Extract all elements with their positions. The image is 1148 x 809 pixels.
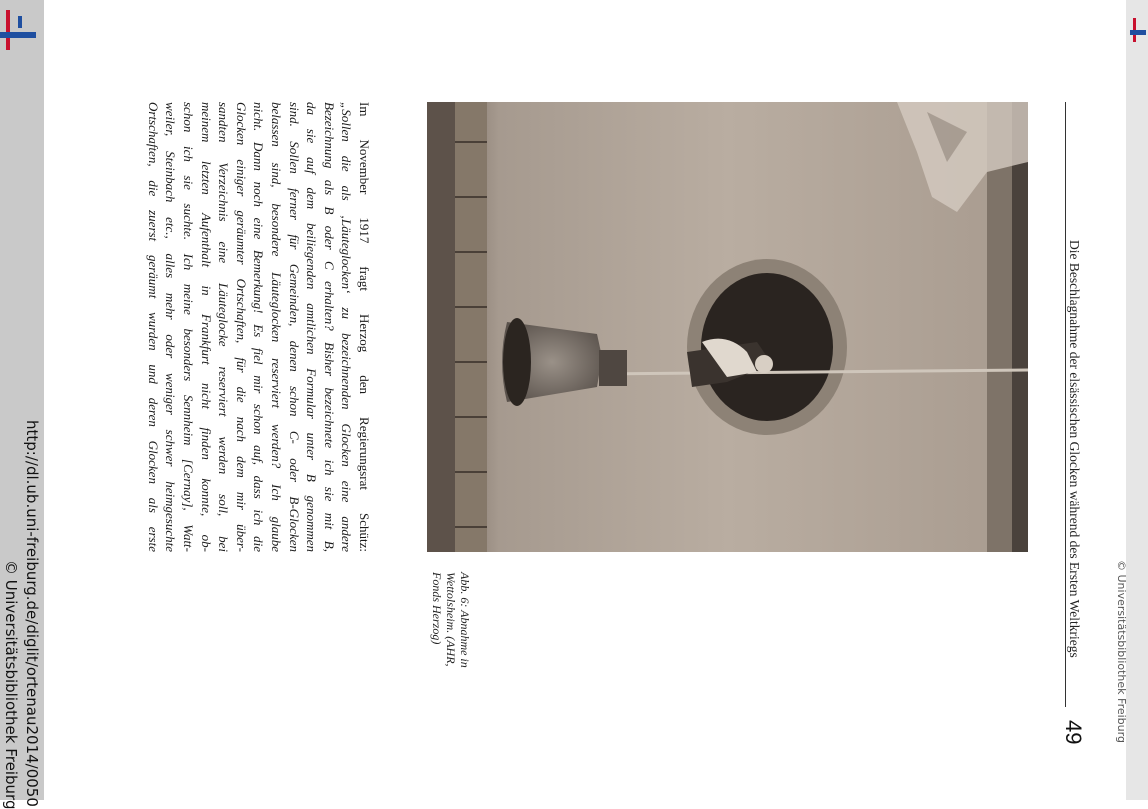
text-line: Glocken einiger geräumter Ortschaften, für die nach dem mir über- xyxy=(233,102,249,552)
text-line: meinem letzten Aufenthalt in Frankfurt nicht finden konnte, ob- xyxy=(198,102,214,552)
text-line: belassen sind, besondere Läuteglocken reserviert werden? Ich glaube xyxy=(269,102,285,552)
text-line: sandten Verzeichnis eine Läuteglocke reserviert werden soll, bei xyxy=(216,102,232,552)
right-margin-strip xyxy=(1126,0,1148,800)
text-line: da sie auf dem beiliegenden amtlichen Formular unter B genommen xyxy=(304,102,320,552)
figure-caption xyxy=(430,572,472,668)
library-logo-icon xyxy=(0,10,36,50)
running-head: Die Beschlagnahme der elsässischen Glocken während des Ersten Weltkriegs xyxy=(1067,240,1082,658)
text-line: „Sollen die als ‚Läuteglocken‘ zu bezeichnenden Glocken eine andere xyxy=(339,102,355,552)
body-text xyxy=(144,102,373,552)
text-line: Ortschaften, die zuerst geräumt wurden und deren Glocken als erste xyxy=(145,102,161,552)
page-number: 49 xyxy=(1061,720,1086,745)
text-line: schon ich sie suchte. Ich meine besonders Sennheim [Cernay], Watt- xyxy=(181,102,197,552)
text-line: weiler, Steinbach etc., alles mehr oder weniger schwer heimgesuchte xyxy=(163,102,179,552)
caption-line: Fonds Herzog) xyxy=(430,572,444,645)
document-url[interactable]: http://dl.ub.uni-freiburg.de/diglit/ortenau2014/0050 xyxy=(23,420,41,807)
library-logo-icon xyxy=(1130,18,1146,42)
text-line: Bezeichnung als B oder C erhalten? Bisher bezeichnete ich sie mit B, xyxy=(321,102,337,552)
caption-line: Wettolsheim. (AHR, xyxy=(444,572,458,667)
caption-line: Abb. 6: Abnahme in xyxy=(458,572,472,668)
copyright-notice: © Universitätsbibliothek Freiburg xyxy=(2,560,20,809)
right-margin-copyright: © Universitätsbibliothek Freiburg xyxy=(1115,560,1128,743)
text-line: sind. Sollen ferner für Gemeinden, denen schon C- oder B-Glocken xyxy=(286,102,302,552)
bell-photograph xyxy=(427,102,1028,552)
header-rule xyxy=(1065,102,1066,707)
text-line: nicht. Dann noch eine Bemerkung! Es fiel mir schon auf, dass ich die xyxy=(251,102,267,552)
text-line: Im November 1917 fragt Herzog den Regierungsrat Schütz: xyxy=(357,102,372,552)
